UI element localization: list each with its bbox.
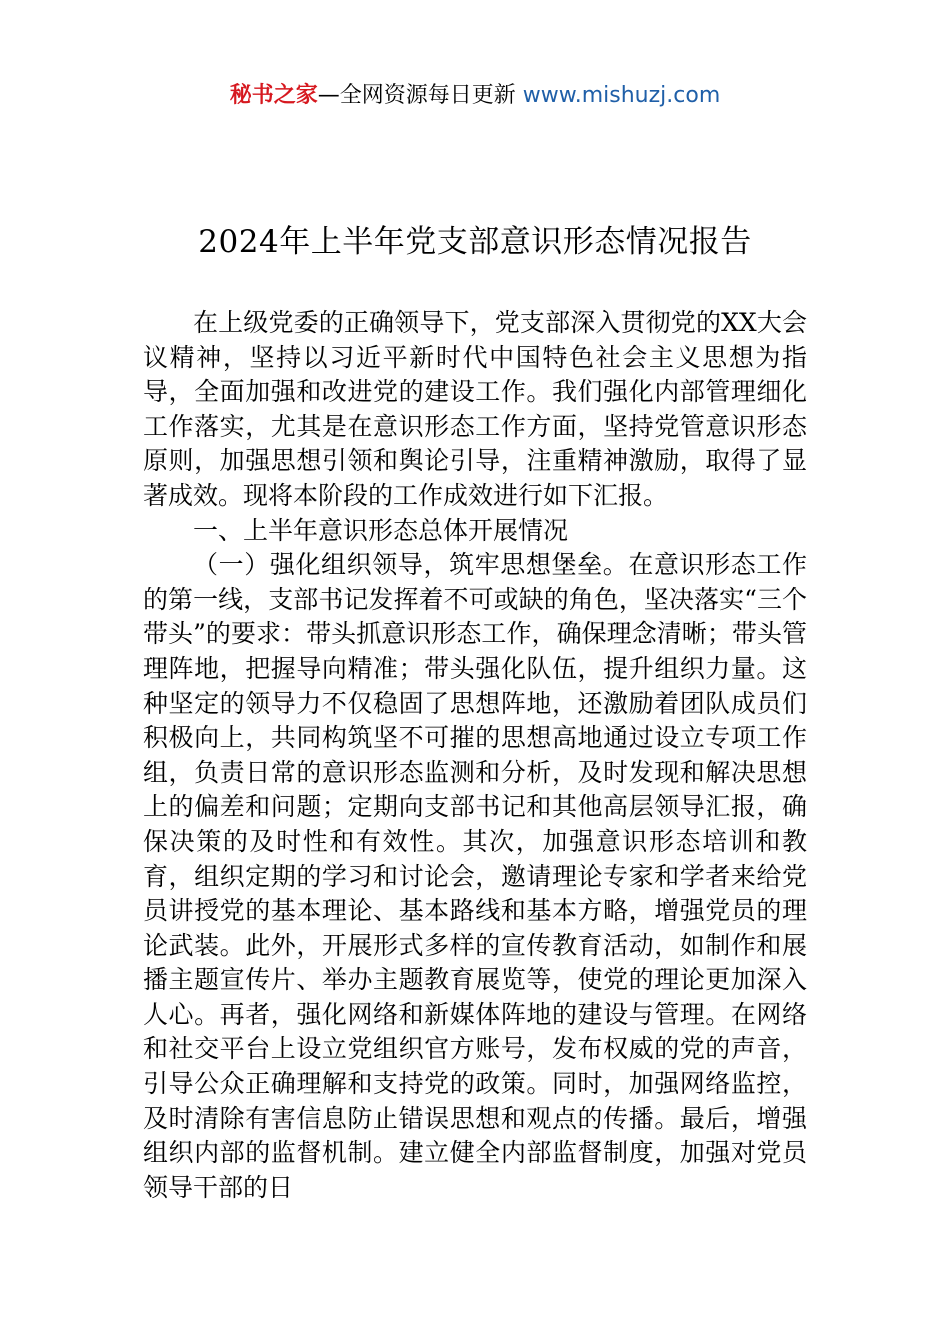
site-url-link[interactable]: www.mishuzj.com [522,83,721,108]
document-title: 2024年上半年党支部意识形态情况报告 [198,224,752,260]
site-brand: 秘书之家 [229,83,318,108]
intro-paragraph: 在上级党委的正确领导下，党支部深入贯彻党的XX大会议精神，坚持以习近平新时代中国特色社会主义思想为指导，全面加强和改进党的建设工作。我们强化内部管理细化工作落实，尤其是在意识形态工作方面，坚持党管意识形态原则，加强思想引领和舆论引导，注重精神激励，取得了显著成效。现将本阶段的工作成效进行如下汇报。 [143,308,807,510]
site-tagline: —全网资源每日更新 [317,83,516,108]
section-heading: 一、上半年意识形态总体开展情况 [193,515,569,545]
document-body [143,306,807,1205]
site-header [0,80,950,112]
body-paragraph: （一）强化组织领导，筑牢思想堡垒。在意识形态工作的第一线，支部书记发挥着不可或缺的角色，坚决落实“三个带头”的要求：带头抓意识形态工作，确保理念清晰；带头管理阵地，把握导向精准；带头强化队伍，提升组织力量。这种坚定的领导力不仅稳固了思想阵地，还激励着团队成员们积极向上，共同构筑坚不可摧的思想高地通过设立专项工作组，负责日常的意识形态监测和分析，及时发现和解决思想上的偏差和问题；定期向支部书记和其他高层领导汇报，确保决策的及时性和有效性。其次，加强意识形态培训和教育，组织定期的学习和讨论会，邀请理论专家和学者来给党员讲授党的基本理论、基本路线和基本方略，增强党员的理论武装。此外，开展形式多样的宣传教育活动，如制作和展播主题宣传片、举办主题教育展览等，使党的理论更加深入人心。再者，强化网络和新媒体阵地的建设与管理。在网络和社交平台上设立党组织官方账号，发布权威的党的声音，引导公众正确理解和支持党的政策。同时，加强网络监控，及时清除有害信息防止错误思想和观点的传播。最后，增强组织内部的监督机制。建立健全内部监督制度，加强对党员领导干部的日 [143,550,807,1202]
